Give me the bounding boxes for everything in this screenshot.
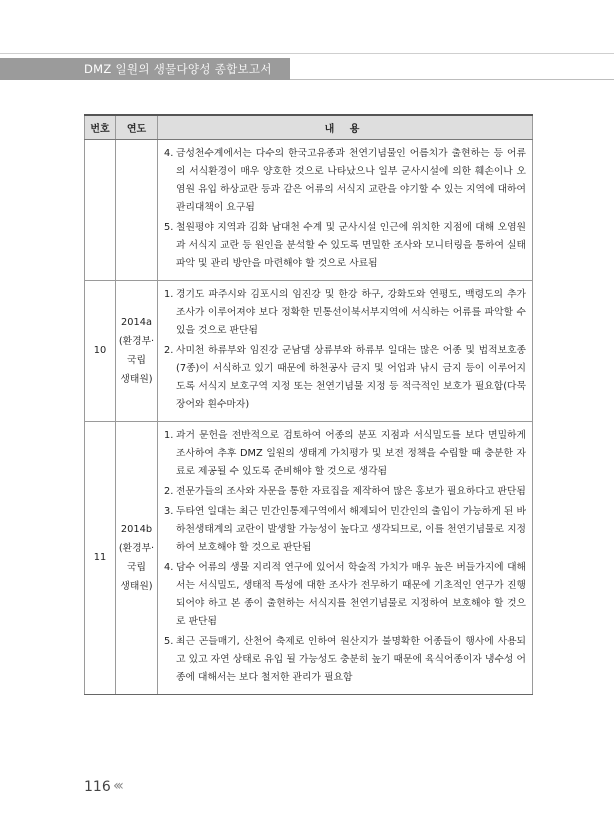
row-year-cell [116,421,158,694]
item-number: 2. [164,485,174,497]
content-list [164,286,526,414]
year-line: 2014b [120,523,153,535]
item-text: 금성천수계에서는 다수의 한국고유종과 천연기념물인 어름치가 출현하는 등 어류의 서식환경이 매우 양호한 것으로 나타났으나 일부 군사시설에 의한 훼손이나 오염원 유입 하상교란 등과 같은 어류의 서식지 교란을 야기할 수 있는 지역에 대하여 관리대책이 요구됨 [176,147,526,213]
column-header-year: 연도 [116,115,158,139]
table-row [85,280,533,421]
page-number: 116 [84,779,111,795]
column-header-number: 번호 [85,115,116,139]
item-number: 1. [164,288,174,300]
table-header-row [85,115,533,139]
list-item [164,219,526,273]
year-line: 2014a [121,316,152,328]
row-year-cell [116,280,158,421]
list-item [164,427,526,481]
year-line: 생태원) [120,580,153,592]
row-year-cell [116,139,158,280]
list-item [164,286,526,340]
table-row [85,139,533,280]
row-number-cell: 10 [85,280,116,421]
item-text: 사미천 하류부와 임진강 군남댐 상류부와 하류부 일대는 많은 어종 및 법적보호종(7종)이 서식하고 있기 때문에 하천공사 금지 및 어업과 낚시 금지 등이 이루어지도록 서식지 보호구역 지정 또는 천연기념물 지정 등 적극적인 보호가 필요함(다묵장어와 흰수마자) [176,344,526,410]
column-header-content: 내 용 [158,115,533,139]
item-number: 1. [164,429,174,441]
item-number: 5. [164,221,174,233]
item-number: 4. [164,147,174,159]
list-item [164,559,526,631]
content-table [84,114,533,695]
content-list [164,145,526,273]
item-number: 2. [164,344,174,356]
year-line: 국립 [127,561,146,573]
item-text: 경기도 파주시와 김포시의 임진강 및 한강 하구, 강화도와 연평도, 백령도의 추가 조사가 이루어져야 보다 정확한 민통선이북서부지역에 서식하는 어류를 파악할 수 있을 것으로 판단됨 [176,288,526,336]
page-arrows-icon: ‹‹‹ [113,778,121,794]
item-text: 철원평야 지역과 김화 남대천 수계 및 군사시설 인근에 위치한 지점에 대해 오염원과 서식지 교란 등 원인을 분석할 수 있도록 면밀한 조사와 모니터링을 통하여 실태 파악 및 관리 방안을 마련해야 할 것으로 사료됨 [176,221,526,269]
row-content-cell [158,139,533,280]
item-text: 전문가들의 조사와 자문을 통한 자료집을 제작하여 많은 홍보가 필요하다고 판단됨 [176,485,526,497]
item-number: 3. [164,505,174,517]
top-rule [0,53,614,54]
row-number-cell [85,139,116,280]
list-item [164,503,526,557]
list-item [164,633,526,687]
year-line: 생태원) [120,373,153,385]
year-line: (환경부· [118,335,155,347]
row-content-cell [158,421,533,694]
table-row [85,421,533,694]
year-line: 국립 [127,354,146,366]
item-text: 두타연 일대는 최근 민간인통제구역에서 해제되어 민간인의 출입이 가능하게 된 바 하천생태계의 교란이 발생할 가능성이 높다고 생각되므로, 이를 천연기념물로 지정하여 보호해야 할 것으로 판단됨 [176,505,526,553]
item-number: 5. [164,635,174,647]
running-header-title: DMZ 일원의 생물다양성 종합보고서 [84,62,272,76]
running-header-rule [290,79,614,80]
item-number: 4. [164,561,174,573]
row-number-cell: 11 [85,421,116,694]
row-content-cell [158,280,533,421]
list-item [164,342,526,414]
list-item [164,483,526,501]
year-line: (환경부· [118,542,155,554]
list-item [164,145,526,217]
item-text: 담수 어류의 생물 지리적 연구에 있어서 학술적 가치가 매우 높은 버들가지에 대해서는 서식밀도, 생태적 특성에 대한 조사가 전무하기 때문에 기초적인 연구가 진행되어야 하고 본 종이 출현하는 서식지를 천연기념물로 지정하여 보호해야 할 것으로 판단됨 [176,561,526,627]
content-list [164,427,526,687]
table-body [85,139,533,694]
item-text: 과거 문헌을 전반적으로 검토하여 어종의 분포 지점과 서식밀도를 보다 면밀하게 조사하여 추후 DMZ 일원의 생태계 가치평가 및 보전 정책을 수립할 때 충분한 자료로 제공될 수 있도록 준비해야 할 것으로 생각됨 [176,429,526,477]
item-text: 최근 곤들매기, 산천어 축제로 인하여 원산지가 불명확한 어종들이 행사에 사용되고 있고 자연 상태로 유입 될 가능성도 충분히 높기 때문에 육식어종이자 냉수성 어종에 대해서는 보다 철저한 관리가 필요함 [176,635,526,683]
